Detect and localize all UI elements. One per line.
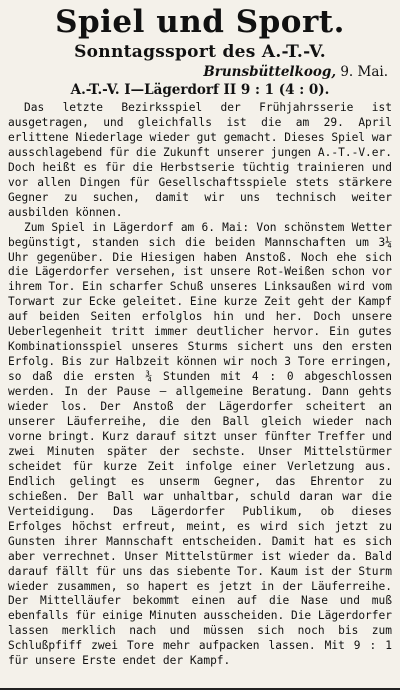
match-result: A.-T.-V. I—Lägerdorf II 9 : 1 (4 : 0). [70, 82, 330, 98]
article-paragraph: Zum Spiel in Lägerdorf am 6. Mai: Von schönstem Wetter begünstigt, standen sich die beiden Mannschaften um 3¼ Uhr gegenüber. Die Hiesigen haben Anstoß. Noch ehe sich die Lägerdorfer versehen, ist unsere Rot-Weißen schon vor ihrem Tor. Ein scharfer Schuß unseres Linksaußen wird vom Torwart zur Ecke geleitet. Eine kurze Zeit geht der Kampf auf beiden Seiten erfolglos hin und her. Doch unsere Ueberlegenheit tritt immer deutlicher hervor. Ein gutes Kombinationsspiel unseres Sturms sichert uns den ersten Erfolg. Bis zur Halbzeit können wir noch 3 Tore erringen, so daß die ersten ¾ Stunden mit 4 : 0 abgeschlossen werden. In der Pause — allgemeine Beratung. Dann gehts wieder los. Der Anstoß der Lägerdorfer scheitert an unserer Läuferreihe, die den Ball gleich wieder nach vorne bringt. Kurz darauf sitzt unser fünfter Treffer und zwei Minuten später der sechste. Unser Mittelstürmer scheidet für kurze Zeit infolge einer Verletzung aus. Endlich gelingt es unserm Gegner, das Ehrentor zu schießen. Der Ball war unhaltbar, schuld daran war die Verteidigung. Das Lägerdorfer Publikum, ob dieses Erfolges höchst erfreut, meint, es wird sich jetzt zu Gunsten ihrer Mannschaft entscheiden. Damit hat es sich aber verrechnet. Unser Mittelstürmer ist wieder da. Bald darauf fällt für uns das siebente Tor. Kaum ist der Sturm wieder zusammen, so hapert es jetzt in der Läuferreihe. Der Mittelläufer bekommt einen auf die Nase und muß ebenfalls für einige Minuten ausscheiden. Die Lägerdorfer lassen merklich nach und müssen sich noch bis zum Schlußpfiff zwei Tore mehr aufpacken lassen. Mit 9 : 1 für unsere Erste endet der Kampf. [8, 220, 392, 668]
article-paragraph: Das letzte Bezirksspiel der Frühjahrsserie ist ausgetragen, und gleichfalls ist die am 29. April erlittene Niederlage wieder gut gemacht. Dieses Spiel war ausschlagebend für die Zukunft unserer jungen A.-T.-V.er. Doch heißt es für die Herbstserie tüchtig trainieren und vor allen Dingen für Gesellschaftsspiele stets stärkere Gegner zu suchen, damit wir uns technisch weiter ausbilden können. [8, 101, 392, 219]
subheadline: Sonntagssport des A.-T.-V. [74, 42, 326, 62]
dateline-date: 9. Mai. [340, 64, 388, 80]
dateline [8, 64, 388, 81]
article-body [8, 101, 392, 669]
headline: Spiel und Sport. [55, 4, 345, 40]
dateline-place: Brunsbüttelkoog, [203, 64, 337, 80]
